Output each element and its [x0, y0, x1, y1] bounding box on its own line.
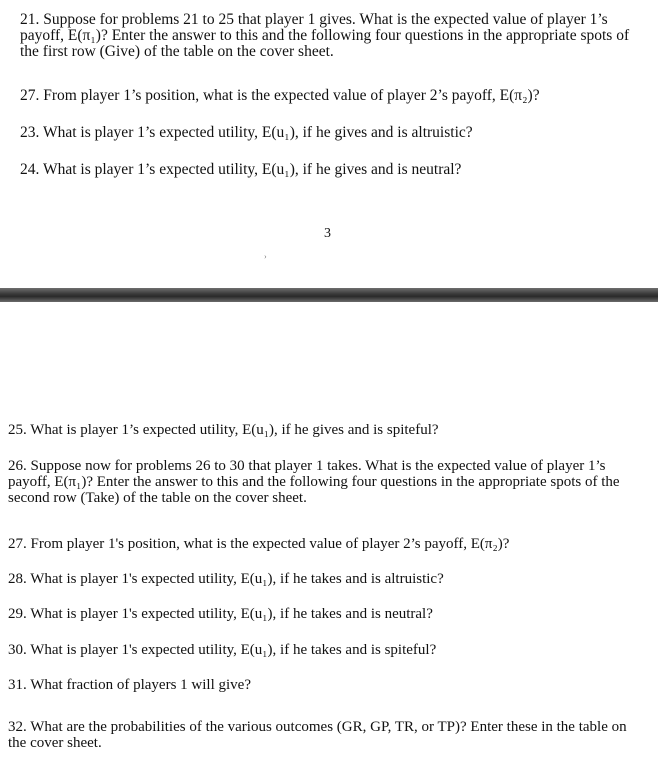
question-28: 28. What is player 1's expected utility, E(u₁), if he takes and is altruistic? [8, 571, 444, 587]
question-32: 32. What are the probabilities of the various outcomes (GR, GP, TR, or TP)? Enter these in the table on the cover sheet. [8, 719, 627, 751]
question-25: 25. What is player 1’s expected utility, E(u₁), if he gives and is spiteful? [8, 422, 439, 438]
question-27-top: 27. From player 1’s position, what is the expected value of player 2’s payoff, E(π₂)? [20, 87, 540, 104]
question-21: 21. Suppose for problems 21 to 25 that player 1 gives. What is the expected value of player 1’s payoff, E(π₁)? Enter the answer to this and the following four questions in the appropriate spots of the first row (Give) of the table on the cover sheet. [20, 11, 630, 60]
question-27-bottom: 27. From player 1's position, what is the expected value of player 2’s payoff, E(π₂)? [8, 536, 510, 552]
question-24: 24. What is player 1’s expected utility, E(u₁), if he gives and is neutral? [20, 161, 462, 178]
page-number: 3 [324, 226, 331, 241]
question-30: 30. What is player 1's expected utility, E(u₁), if he takes and is spiteful? [8, 642, 437, 658]
question-23: 23. What is player 1’s expected utility, E(u₁), if he gives and is altruistic? [20, 124, 473, 141]
question-31: 31. What fraction of players 1 will give? [8, 677, 251, 693]
bottom-page [0, 300, 658, 762]
question-26: 26. Suppose now for problems 26 to 30 that player 1 takes. What is the expected value of player 1’s payoff, E(π₁)? Enter the answer to this and the following four questions in the appropriate spots of the second row (Take) of the table on the cover sheet. [8, 458, 620, 506]
top-page [0, 0, 658, 290]
question-29: 29. What is player 1's expected utility, E(u₁), if he takes and is neutral? [8, 606, 433, 622]
stray-mark: › [264, 252, 267, 261]
